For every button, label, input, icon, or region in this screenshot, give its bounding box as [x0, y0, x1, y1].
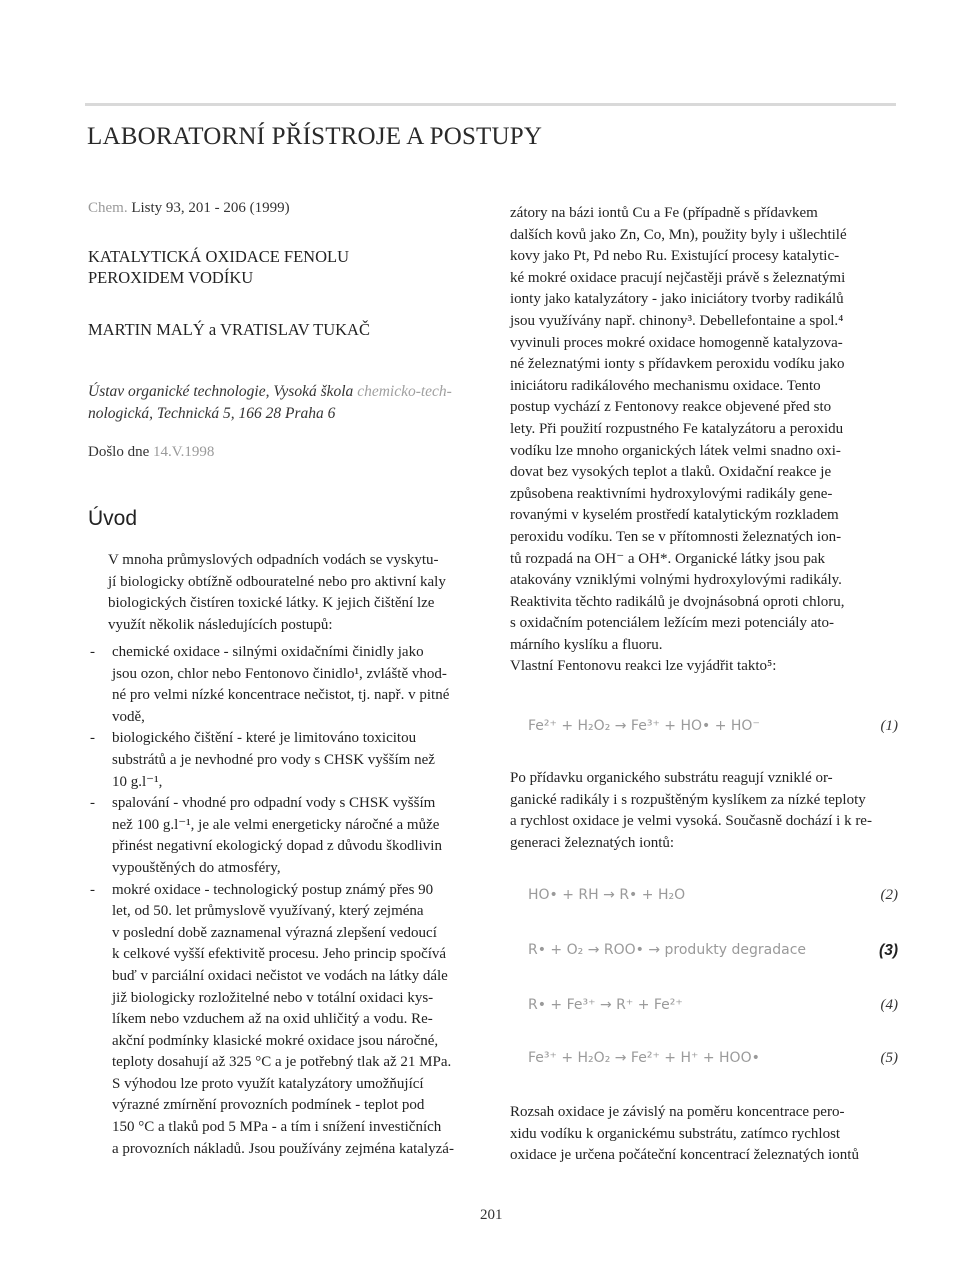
text-line: iniciátoru radikálového mechanismu oxidace. Tento: [510, 377, 821, 394]
text-line: teploty dosahují až 325 °C a je potřebný tlak až 21 MPa.: [112, 1054, 452, 1071]
citation-rest: Listy 93, 201 - 206 (1999): [127, 200, 290, 216]
article-title: [88, 246, 349, 288]
text-line: kovy jako Pt, Pd nebo Ru. Existující procesy katalytic-: [510, 248, 840, 265]
text-line: biologického čištění - které je limitováno toxicitou: [112, 730, 417, 747]
affiliation-part: Ústav organické technologie, Vysoká škola: [88, 383, 358, 400]
received-date: [88, 444, 214, 461]
text-line: biologických čistíren toxické látky. K jejich čištění lze: [108, 595, 435, 612]
text-line: k celkové vyšší efektivitě procesu. Jeho princip spočívá: [112, 946, 447, 963]
equation-2: [510, 885, 898, 909]
text-line: a rychlost oxidace je velmi vysoká. Současně dochází i k re-: [510, 813, 872, 830]
intro-heading: Úvod: [88, 507, 138, 530]
list-item: [88, 728, 478, 793]
text-line: postup vychází z Fentonovy reakce objevené před sto: [510, 399, 832, 416]
article-title-line: KATALYTICKÁ OXIDACE FENOLU: [88, 247, 350, 266]
affiliation-line: nologická, Technická 5, 166 28 Praha 6: [88, 405, 336, 422]
text-line: jsou využívány např. chinony³. Debellefontaine a spol.⁴: [510, 312, 844, 329]
text-line: využít několik následujících postupů:: [108, 616, 333, 633]
text-line: a provozních nákladů. Jsou používány zejména katalyzá-: [112, 1140, 454, 1157]
equation-formula: HO• + RH → R• + H₂O: [528, 887, 686, 903]
text-line: jsou ozon, chlor nebo Fentonovo činidlo¹, zvláště vhod-: [112, 665, 447, 682]
list-dash: -: [90, 881, 95, 898]
equation-5: [510, 1048, 898, 1072]
text-line: ionty jako katalyzátory - jako iniciátory tvorby radikálů: [510, 291, 844, 308]
authors: MARTIN MALÝ a VRATISLAV TUKAČ: [88, 320, 370, 339]
list-item: [88, 642, 478, 728]
text-line: již biologicky rozložitelné nebo v totální oxidaci kys-: [112, 989, 434, 1006]
section-title: LABORATORNÍ PŘÍSTROJE A POSTUPY: [87, 123, 543, 150]
text-line: xidu vodíku k organickému substrátu, zatímco rychlost: [510, 1125, 841, 1142]
text-line: způsobena reaktivními hydroxylovými radikály gene-: [510, 485, 833, 502]
text-line: V mnoha průmyslových odpadních vodách se vyskytu-: [108, 552, 439, 568]
text-line: let, od 50. let průmyslově využívaný, který zejména: [112, 903, 424, 920]
text-line: Vlastní Fentonovu reakci lze vyjádřit takto⁵:: [510, 658, 777, 675]
text-line: né železnatými ionty s přídavkem peroxidu vodíku jako: [510, 356, 845, 373]
text-line: rovanými v kyselém prostředí katalytickým rozkladem: [510, 507, 839, 524]
text-line: peroxidu vodíku. Ten se v přítomnosti železnatých ion-: [510, 528, 842, 545]
text-line: spalování - vhodné pro odpadní vody s CHSK vyšším: [112, 795, 436, 812]
paragraph-oxidation-extent: [510, 1102, 898, 1167]
equation-3: [510, 940, 898, 964]
text-line: výrazné zmírnění provozních podmínek - teplot pod: [112, 1097, 425, 1114]
page-number: 201: [480, 1207, 503, 1223]
text-line: oxidace je určena počáteční koncentrací železnatých iontů: [510, 1147, 859, 1164]
right-column: [510, 203, 898, 678]
intro-paragraph: [108, 550, 478, 636]
text-line: s oxidačním potenciálem ležícím mezi potenciály ato-: [510, 615, 835, 632]
equation-formula: Fe²⁺ + H₂O₂ → Fe³⁺ + HO• + HO⁻: [528, 718, 760, 734]
text-line: Po přídavku organického substrátu reagují vzniklé or-: [510, 770, 833, 786]
text-line: akční podmínky klasické mokré oxidace jsou náročné,: [112, 1032, 439, 1049]
citation-journal: Chem.: [88, 200, 128, 216]
text-line: lety. Při použití rozpustného Fe katalyzátoru a peroxidu: [510, 420, 844, 437]
list-dash: -: [90, 795, 95, 812]
citation: [88, 200, 290, 217]
article-title-line: PEROXIDEM VODÍKU: [88, 268, 254, 287]
equation-4: [510, 995, 898, 1019]
equation-1: [510, 716, 898, 740]
list-item: [88, 880, 478, 1161]
text-line: v poslední době zaznamenal výrazná zlepšení vedoucí: [112, 924, 437, 941]
text-line: tů rozpadá na OH⁻ a OH*. Organické látky jsou pak: [510, 550, 826, 567]
methods-list: [88, 642, 478, 1160]
text-line: atakovány vzniklými volnými hydroxylovými radikály.: [510, 572, 842, 589]
text-line: 150 °C a tlaků pod 5 MPa - a tím i snížení investičních: [112, 1119, 442, 1136]
list-item: [88, 793, 478, 879]
equation-number: (4): [880, 997, 898, 1013]
equation-formula: R• + O₂ → ROO• → produkty degradace: [528, 942, 807, 958]
text-line: buď v parciální oxidaci nečistot ve vodách na látky dále: [112, 967, 448, 984]
text-line: vyvinuli proces mokré oxidace homogenně katalyzova-: [510, 334, 843, 351]
text-line: ganické radikály i s rozpuštěným kyslíkem za nízké teploty: [510, 791, 866, 808]
text-line: generaci železnatých iontů:: [510, 834, 675, 851]
list-dash: -: [90, 730, 95, 747]
list-dash: -: [90, 644, 95, 660]
affiliation: [88, 381, 483, 425]
received-prefix: Došlo dne: [88, 444, 150, 460]
text-line: Rozsah oxidace je závislý na poměru koncentrace pero-: [510, 1104, 845, 1120]
text-line: vodě,: [112, 708, 145, 725]
affiliation-part-gray: chemicko-tech-: [357, 383, 452, 400]
text-line: dalších kovů jako Zn, Co, Mn), použity byly i ušlechtilé: [510, 226, 847, 243]
equation-number: (3): [879, 942, 898, 959]
text-line: márního kyslíku a fluoru.: [510, 636, 663, 653]
paragraph-organic-substrate: [510, 768, 898, 854]
text-line: jí biologicky obtížně odbouratelné nebo pro aktivní kaly: [108, 573, 446, 590]
text-line: Reaktivita těchto radikálů je dvojnásobná oproti chloru,: [510, 593, 845, 610]
equation-number: (1): [880, 718, 898, 734]
text-line: S výhodou lze proto využít katalyzátory umožňující: [112, 1075, 424, 1092]
text-line: vodíku lze mnoho organických látek velmi snadno oxi-: [510, 442, 841, 459]
text-line: chemické oxidace - silnými oxidačními činidly jako: [112, 644, 424, 660]
equation-formula: Fe³⁺ + H₂O₂ → Fe²⁺ + H⁺ + HOO•: [528, 1050, 760, 1066]
header-rule: [85, 103, 896, 106]
text-line: 10 g.l⁻¹,: [112, 773, 163, 790]
text-line: než 100 g.l⁻¹, je ale velmi energeticky náročné a může: [112, 816, 440, 833]
equation-number: (2): [880, 887, 898, 903]
text-line: ké mokré oxidace pracují nejčastěji právě s železnatými: [510, 269, 846, 286]
text-line: substrátů a je nevhodné pro vody s CHSK vyšším než: [112, 751, 435, 768]
paragraph-catalysts: [510, 203, 898, 678]
text-line: vypouštěných do atmosféry,: [112, 859, 281, 876]
equation-number: (5): [880, 1050, 898, 1066]
text-line: zátory na bázi iontů Cu a Fe (případně s přídavkem: [510, 205, 818, 221]
received-value: 14.V.1998: [149, 444, 215, 460]
text-line: líkem nebo vzduchem až na oxid uhličitý a vodu. Re-: [112, 1011, 433, 1028]
text-line: mokré oxidace - technologický postup známý přes 90: [112, 881, 434, 898]
text-line: přinést negativní ekologický dopad z důvodu škodlivin: [112, 838, 442, 855]
text-line: né pro velmi nízké koncentrace nečistot, tj. např. v pitné: [112, 687, 450, 704]
text-line: dovat bez vysokých teplot a tlaků. Oxidační reakce je: [510, 464, 832, 481]
equation-formula: R• + Fe³⁺ → R⁺ + Fe²⁺: [528, 997, 683, 1013]
